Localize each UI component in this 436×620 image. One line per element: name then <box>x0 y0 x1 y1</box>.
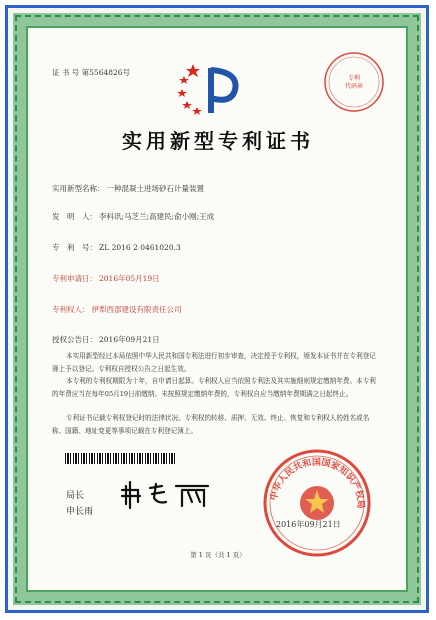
field-value: 2016年09月21日 <box>99 335 160 344</box>
paragraph-3: 专利证书记载专利权登记时的法律状况。专利权的转移、质押、无效、终止、恢复和专利权人的姓名或名称、国籍、地址变更等事项记载在专利登记簿上。 <box>52 414 370 435</box>
paragraph-1: 本实用新型经过本局依照中华人民共和国专利法进行初步审查，决定授予专利权，颁发本证书并在专利登记簿上予以登记。专利权自授权公告之日起生效。 <box>52 352 376 373</box>
certificate-title: 实用新型专利证书 <box>122 129 314 153</box>
patent-office-logo-icon <box>175 58 250 118</box>
field-value: 伊犁西部建设有限责任公司 <box>91 305 182 314</box>
field-value: 李科讯;马芝兰;高建民;俞小刚;王成 <box>99 212 215 221</box>
page-number: 第 1 页（共 1 页） <box>190 551 246 559</box>
field-value: 一种混凝土进场砂石计量装置 <box>106 184 204 193</box>
top-seal-icon <box>322 50 386 114</box>
field-label: 专 利 号： <box>52 243 97 252</box>
director-name: 申长雨 <box>66 507 94 517</box>
director-title: 局长 <box>66 491 85 501</box>
field-row-title <box>52 183 204 194</box>
paragraph-2: 本专利的专利权期限为十年，自申请日起算。专利权人应当依照专利法及其实施细则规定缴纳年费。本专利的年费应当在每年05月19日前缴纳。未按照规定缴纳年费的，专利权自应当缴纳年费期满之日起终止。 <box>52 377 376 398</box>
barcode <box>65 453 177 464</box>
field-row-application-date <box>52 273 160 284</box>
official-seal-icon <box>262 448 372 558</box>
field-label: 发 明 人： <box>52 212 97 221</box>
field-label: 专利权人： <box>52 305 90 314</box>
svg-text:专利: 专利 <box>347 75 361 82</box>
field-row-grant-date <box>52 334 160 345</box>
certificate-number: 证 书 号 第5564826号 <box>52 68 131 77</box>
seal-date: 2016年09月21日 <box>276 520 341 529</box>
field-row-inventors <box>52 211 214 222</box>
field-label: 实用新型名称： <box>52 184 105 193</box>
field-label: 专利申请日： <box>52 274 97 283</box>
svg-text:代码章: 代码章 <box>344 83 364 90</box>
field-row-patentee <box>52 304 182 315</box>
signature-icon <box>118 478 228 512</box>
field-value: 2016年05月19日 <box>99 274 160 283</box>
field-label: 授权公告日： <box>52 335 97 344</box>
svg-text:中华人民共和国国家知识产权局: 中华人民共和国国家知识产权局 <box>269 457 366 509</box>
field-value: ZL 2016 2 0461020.3 <box>99 243 181 252</box>
field-row-patent-number <box>52 242 181 253</box>
